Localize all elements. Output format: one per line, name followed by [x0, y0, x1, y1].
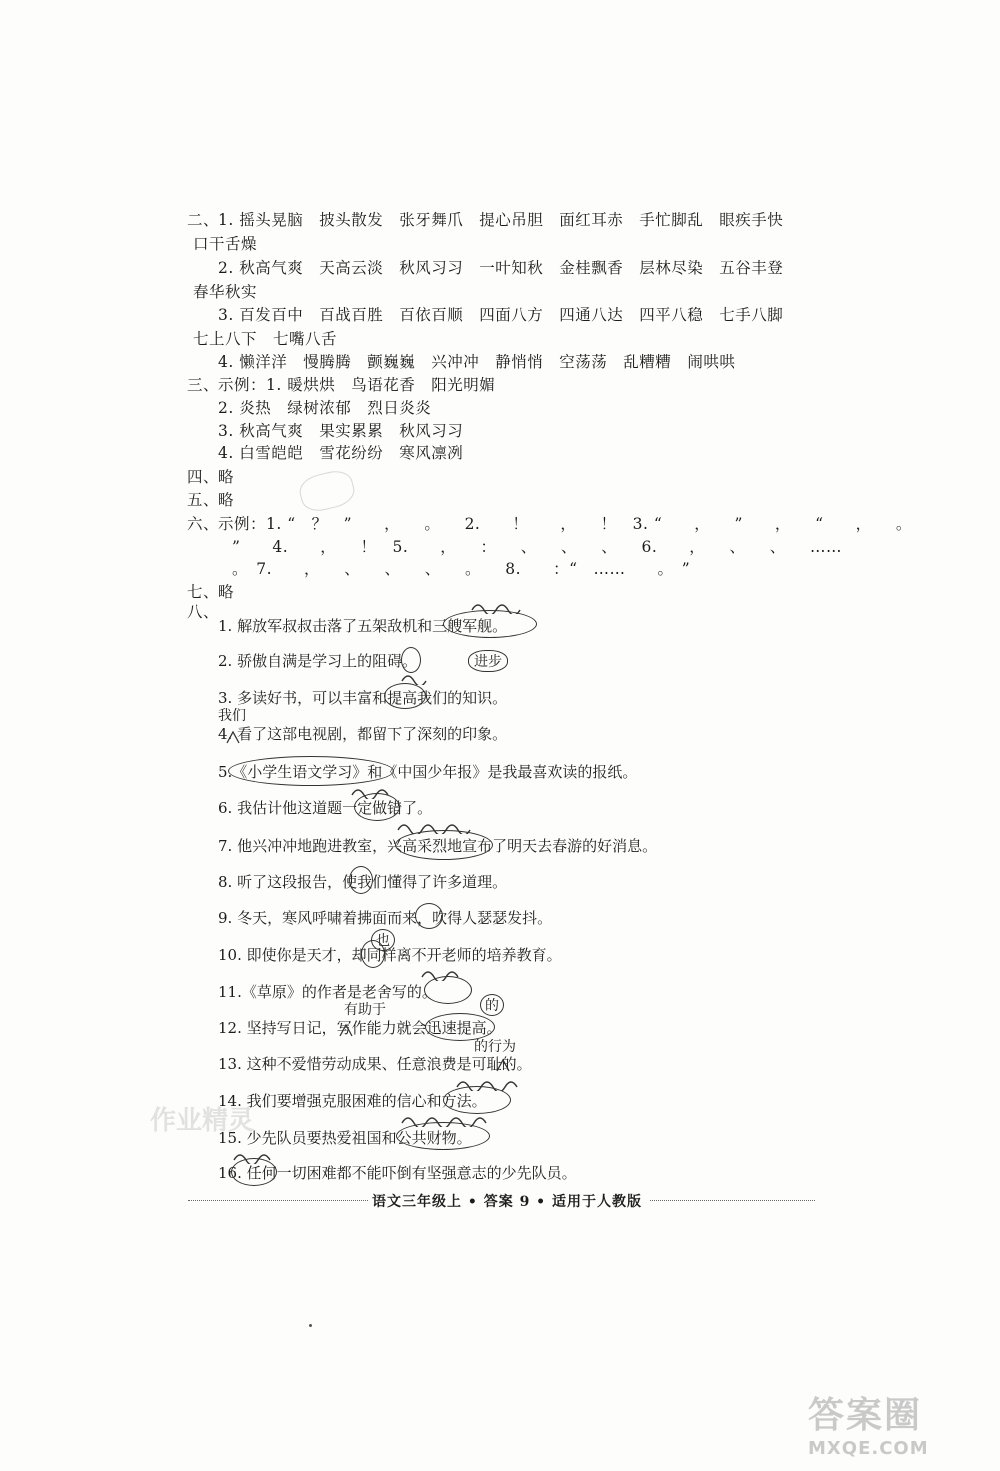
deletion-squiggle — [455, 1077, 527, 1091]
section-6-label: 六、 — [187, 515, 220, 533]
correction-insert-12b: 的 — [480, 994, 504, 1016]
correction-insert-12a: 有助于 — [344, 1002, 386, 1018]
word: 烈日炎炎 — [367, 399, 432, 417]
faint-stamp-mark — [296, 467, 357, 515]
idiom: 四面八方 — [479, 306, 544, 324]
idiom: 七嘴八舌 — [273, 330, 338, 348]
idiom: 面红耳赤 — [559, 211, 624, 229]
idiom: 春华秋实 — [193, 283, 258, 301]
ghost-watermark: 作业精灵 — [150, 1106, 255, 1136]
punctuation-line: 。 7. ， 、 、 、 。 8. ：“ …… 。 ” — [232, 560, 691, 578]
idiom: 秋风习习 — [399, 259, 464, 277]
word: 闹哄哄 — [687, 353, 736, 371]
word: 鸟语花香 — [351, 376, 416, 394]
section-4-label: 四、 — [187, 468, 220, 486]
deletion-squiggle — [400, 671, 430, 685]
word: 乱糟糟 — [623, 353, 672, 371]
idiom: 四通八达 — [559, 306, 624, 324]
correction-item-8: 8. 听了这段报告，使我们懂得了许多道理。 — [218, 873, 508, 891]
word: 阳光明媚 — [431, 376, 496, 394]
idiom: 手忙脚乱 — [639, 211, 704, 229]
word: 慢腾腾 — [303, 353, 352, 371]
word: 雪花纷纷 — [319, 444, 384, 462]
idiom: 3. 百发百中 — [218, 306, 304, 324]
deletion-squiggle — [400, 1113, 496, 1127]
word: 静悄悄 — [495, 353, 544, 371]
correction-item-1: 1. 解放军叔叔击落了五架敌机和三艘军舰。 — [218, 617, 508, 635]
deletion-squiggle — [470, 600, 530, 614]
section-7-answer: 略 — [218, 583, 235, 601]
section-2-q1-words — [218, 208, 783, 230]
correction-item-11: 11.《草原》的作者是老舍写的。 — [218, 983, 437, 1001]
correction-item-12: 12. 坚持写日记，写作能力就会迅速提高。 — [218, 1019, 502, 1037]
word: 3. 秋高气爽 — [218, 422, 304, 440]
word: 兴冲冲 — [431, 353, 480, 371]
deletion-squiggle — [420, 967, 468, 981]
speck — [309, 1324, 312, 1327]
word: 秋风习习 — [399, 422, 464, 440]
correction-item-7: 7. 他兴冲冲地跑进教室，兴高采烈地宣布了明天去春游的好消息。 — [218, 837, 658, 855]
section-3-label: 三、 — [187, 376, 220, 394]
idiom: 2. 秋高气爽 — [218, 259, 304, 277]
correction-item-16: 16. 任何一切困难都不能吓倒有坚强意志的少先队员。 — [218, 1164, 577, 1182]
idiom: 口干舌燥 — [193, 235, 258, 253]
correction-insert-10: 也 — [371, 929, 395, 951]
correction-item-5: 5.《小学生语文学习》和《中国少年报》是我最喜欢读的报纸。 — [218, 763, 638, 781]
correction-item-15: 15. 少先队员要热爱祖国和公共财物。 — [218, 1129, 472, 1147]
site-watermark-logo — [808, 1387, 968, 1457]
correction-item-2: 2. 骄傲自满是学习上的阻碍。 — [218, 652, 418, 670]
correction-item-4: 4. 看了这部电视剧，都留下了深刻的印象。 — [218, 725, 508, 743]
correction-insert-4: 我们 — [218, 708, 246, 724]
correction-item-3: 3. 多读好书，可以丰富和提高我们的知识。 — [218, 689, 508, 707]
idiom: 一叶知秋 — [479, 259, 544, 277]
idiom: 四平八稳 — [639, 306, 704, 324]
page-footer: 语文三年级上 • 答案 9 • 适用于人教版 — [372, 1194, 643, 1210]
correction-insert-13: 的行为 — [474, 1039, 516, 1055]
idiom: 提心吊胆 — [479, 211, 544, 229]
word: 果实累累 — [319, 422, 384, 440]
idiom: 七手八脚 — [719, 306, 784, 324]
idiom: 1. 摇头晃脑 — [218, 211, 304, 229]
word: 2. 炎热 — [218, 399, 272, 417]
word: 寒风凛冽 — [399, 444, 464, 462]
idiom: 眼疾手快 — [719, 211, 784, 229]
section-5-answer: 略 — [218, 491, 235, 509]
idiom: 张牙舞爪 — [399, 211, 464, 229]
idiom: 百依百顺 — [399, 306, 464, 324]
correction-item-6: 6. 我估计他这道题一定做错了。 — [218, 799, 433, 817]
correction-item-14: 14. 我们要增强克服困难的信心和方法。 — [218, 1092, 487, 1110]
word: 颤巍巍 — [367, 353, 416, 371]
footer-rule-left — [188, 1200, 368, 1201]
correction-item-10: 10. 即使你是天才，却同样离不开老师的培养教育。 — [218, 946, 562, 964]
idiom: 七上八下 — [193, 330, 258, 348]
deletion-squiggle — [396, 820, 484, 834]
correction-item-9: 9. 冬天，寒风呼啸着拂面而来，吹得人瑟瑟发抖。 — [218, 909, 553, 927]
word: 空荡荡 — [559, 353, 608, 371]
section-2-label: 二、 — [187, 211, 220, 229]
section-5-label: 五、 — [187, 491, 220, 509]
correction-item-13: 13. 这种不爱惜劳动成果、任意浪费是可耻的。 — [218, 1055, 532, 1073]
idiom: 层林尽染 — [639, 259, 704, 277]
footer-rule-right — [650, 1200, 815, 1201]
idiom: 金桂飘香 — [559, 259, 624, 277]
watermark-title: 答案圈 — [808, 1395, 923, 1436]
word: 4. 懒洋洋 — [218, 353, 288, 371]
punctuation-line: 示例：1. “ ？ ” ， 。 2. ！ ， ！ 3. “ ， ” ， “ ， 。 — [218, 515, 912, 533]
section-7-label: 七、 — [187, 583, 220, 601]
word: 4. 白雪皑皑 — [218, 444, 304, 462]
punctuation-line: ” 4. ， ！ 5. ， ： 、 、 、 6. ， 、 、 …… — [232, 538, 843, 556]
idiom: 天高云淡 — [319, 259, 384, 277]
watermark-url: MXQE.COM — [808, 1438, 929, 1459]
idiom: 披头散发 — [319, 211, 384, 229]
word: 绿树浓郁 — [287, 399, 352, 417]
section-8-label: 八、 — [187, 603, 220, 621]
correction-insert-2: 进步 — [468, 650, 508, 672]
section-4-answer: 略 — [218, 468, 235, 486]
word: 示例：1. 暖烘烘 — [218, 376, 336, 394]
idiom: 百战百胜 — [319, 306, 384, 324]
idiom: 五谷丰登 — [719, 259, 784, 277]
